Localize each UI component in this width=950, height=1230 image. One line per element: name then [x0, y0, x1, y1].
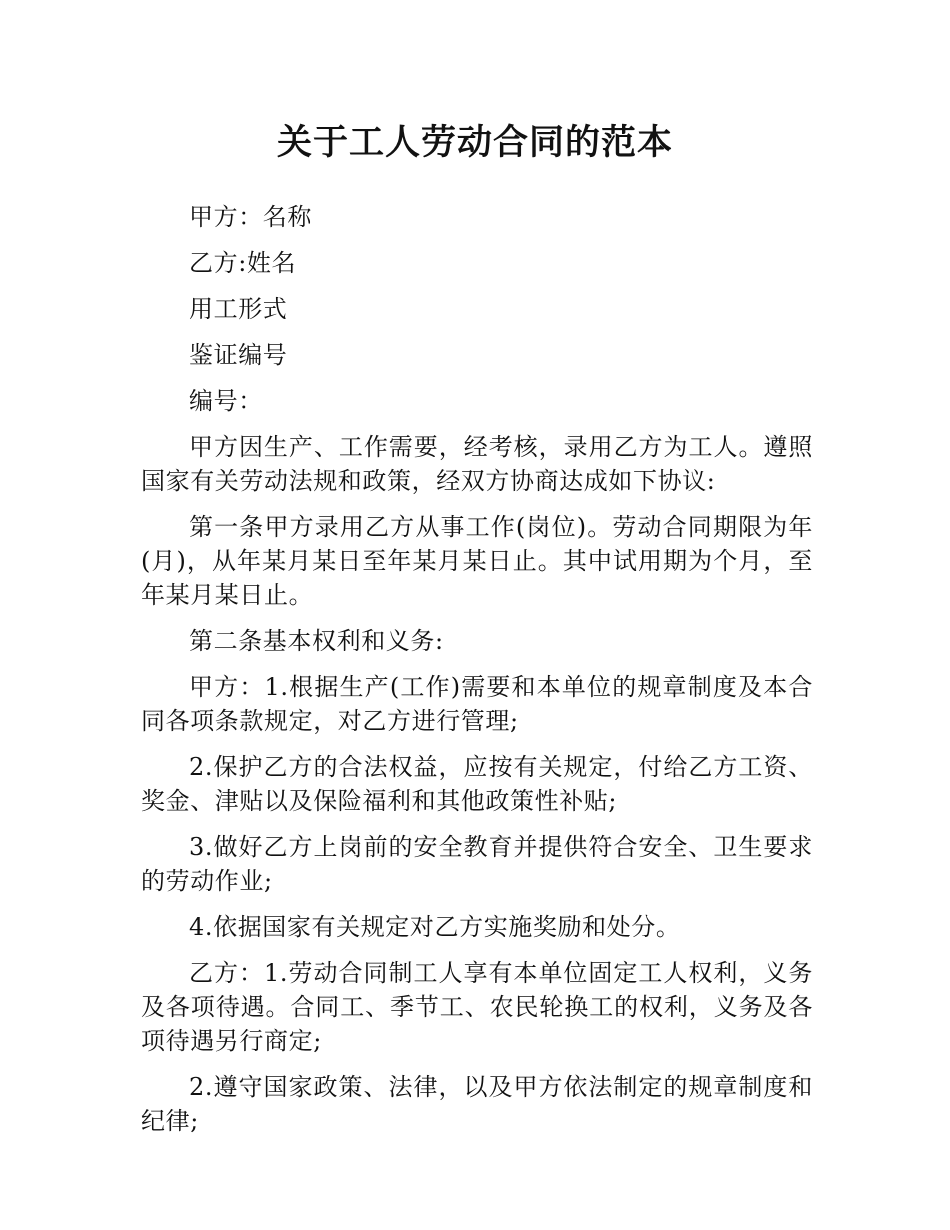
- article-1-paragraph: 第一条甲方录用乙方从事工作(岗位)。劳动合同期限为年(月)，从年某月某日至年某月某日止。其中试用期为个月，至年某月某日止。: [141, 513, 813, 609]
- employment-form-line: 用工形式: [189, 295, 288, 323]
- party-a-line: 甲方：名称: [189, 203, 312, 231]
- document-body: [141, 200, 813, 1150]
- verification-number-line: 鉴证编号: [189, 341, 288, 369]
- document-title: 关于工人劳动合同的范本: [276, 123, 673, 163]
- preamble-paragraph: 甲方因生产、工作需要，经考核，录用乙方为工人。遵照国家有关劳动法规和政策，经双方协商达成如下协议:: [141, 433, 813, 495]
- party-a-duty-2: 2.保护乙方的合法权益，应按有关规定，付给乙方工资、奖金、津贴以及保险福利和其他政策性补贴;: [141, 753, 813, 815]
- article-2-heading: 第二条基本权利和义务:: [189, 627, 444, 655]
- party-b-duty-1: 乙方：1.劳动合同制工人享有本单位固定工人权利，义务及各项待遇。合同工、季节工、农民轮换工的权利，义务及各项待遇另行商定;: [141, 959, 813, 1055]
- party-b-line: 乙方:姓名: [189, 249, 297, 277]
- party-a-duty-1: 甲方：1.根据生产(工作)需要和本单位的规章制度及本合同各项条款规定，对乙方进行管理;: [141, 673, 813, 735]
- party-b-duty-2: 2.遵守国家政策、法律，以及甲方依法制定的规章制度和纪律;: [141, 1073, 813, 1135]
- party-a-duty-3: 3.做好乙方上岗前的安全教育并提供符合安全、卫生要求的劳动作业;: [141, 833, 813, 895]
- party-a-duty-4: 4.依据国家有关规定对乙方实施奖励和处分。: [189, 913, 681, 941]
- serial-number-line: 编号：: [189, 387, 263, 415]
